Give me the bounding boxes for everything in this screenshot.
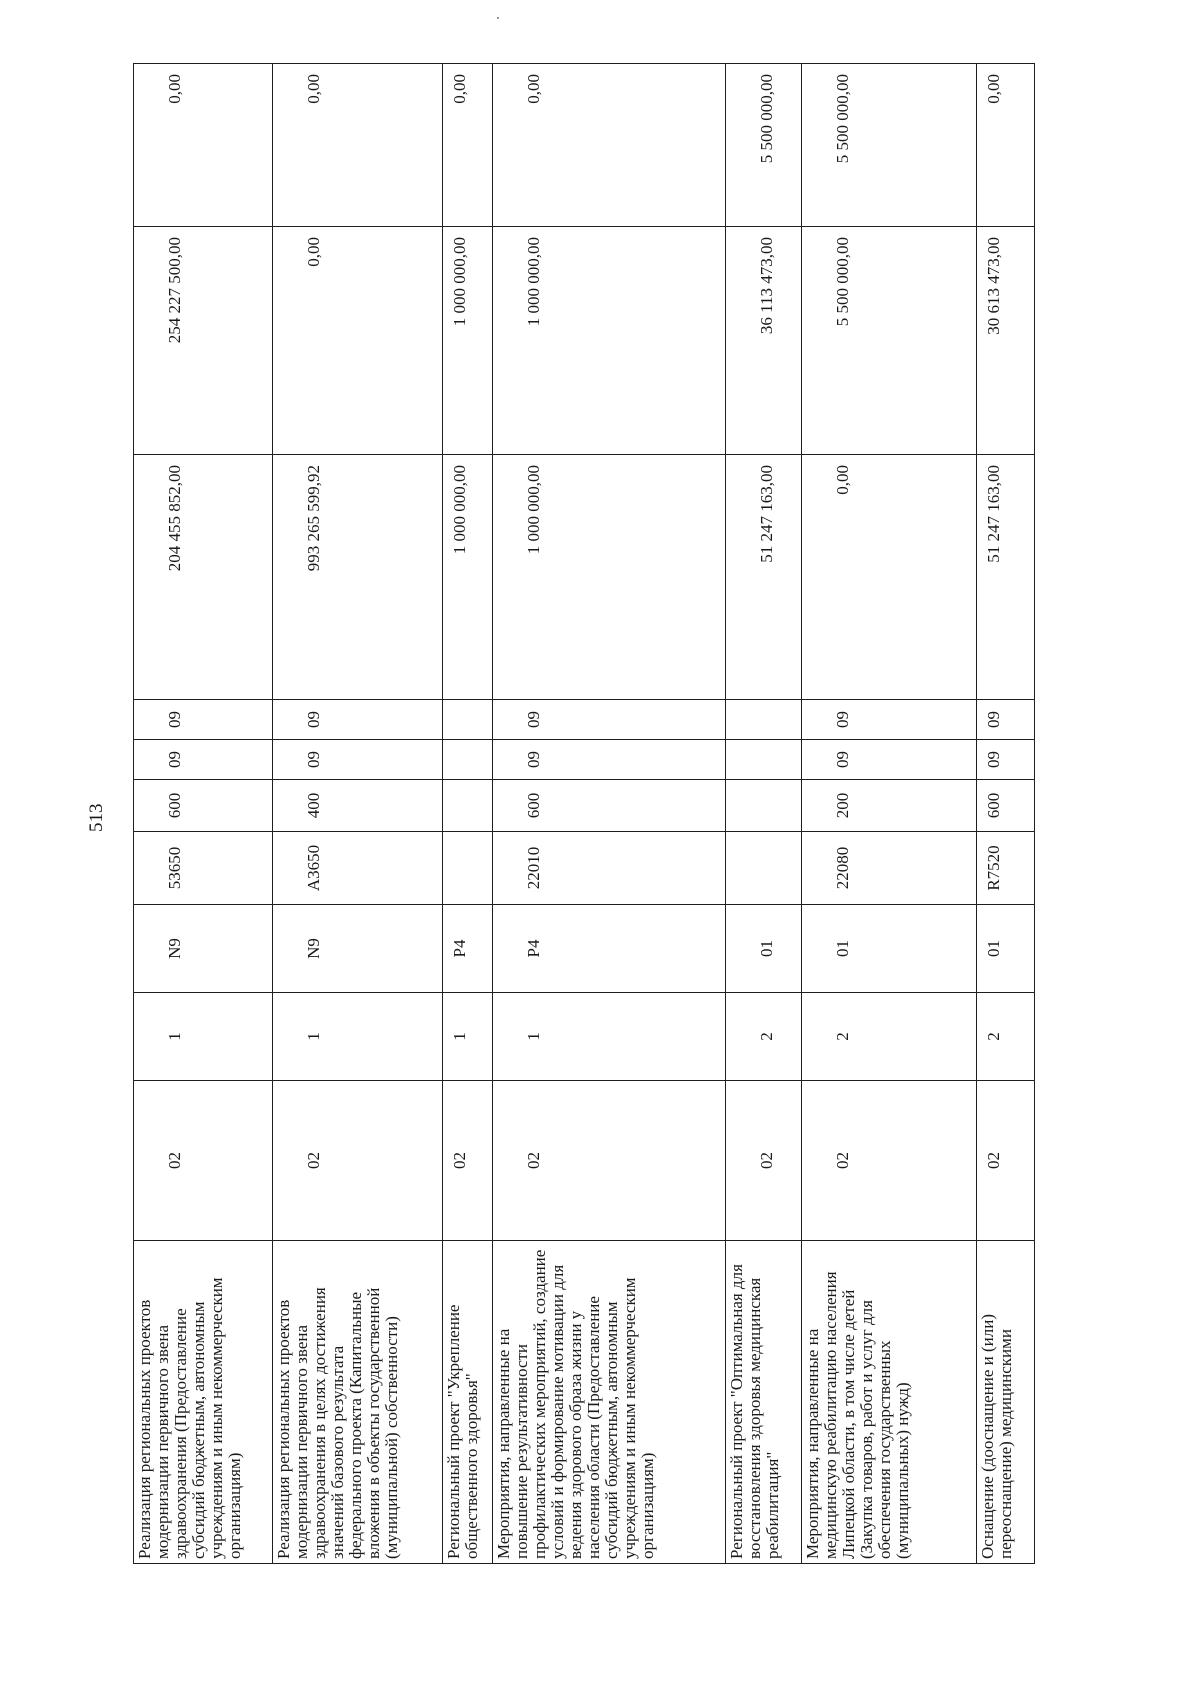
table-row	[977, 64, 1035, 1564]
code-7: 09	[493, 700, 726, 740]
value-2: 1 000 000,00	[493, 227, 726, 455]
code-7	[443, 700, 493, 740]
row-name: Реализация региональных проектов модернизации первичного звена здравоохранения в целях достижения значений базового результата федерального проекта (Капитальные вложения в объекты государственной (муниципальной) собственности)	[273, 1241, 443, 1564]
code-6: 09	[493, 740, 726, 780]
page-number: 513	[86, 803, 107, 832]
code-7: 09	[134, 700, 273, 740]
code-2: 1	[134, 993, 273, 1081]
budget-table-rotated	[133, 64, 1035, 1564]
code-6	[726, 740, 802, 780]
code-1: 02	[977, 1081, 1035, 1241]
value-2: 1 000 000,00	[443, 227, 493, 455]
code-4	[726, 832, 802, 905]
code-1: 02	[802, 1081, 977, 1241]
value-2: 0,00	[273, 227, 443, 455]
value-3: 0,00	[977, 64, 1035, 227]
code-6: 09	[134, 740, 273, 780]
value-1: 0,00	[802, 455, 977, 700]
code-3: 01	[726, 905, 802, 993]
code-7: 09	[802, 700, 977, 740]
code-4	[443, 832, 493, 905]
value-3: 5 500 000,00	[802, 64, 977, 227]
code-5: 600	[493, 780, 726, 832]
value-3: 0,00	[273, 64, 443, 227]
table-row	[493, 64, 726, 1564]
code-4: R7520	[977, 832, 1035, 905]
code-6	[443, 740, 493, 780]
budget-table	[133, 63, 1035, 1564]
code-1: 02	[443, 1081, 493, 1241]
value-2: 36 113 473,00	[726, 227, 802, 455]
code-2: 1	[443, 993, 493, 1081]
code-4: A3650	[273, 832, 443, 905]
value-1: 1 000 000,00	[493, 455, 726, 700]
code-1: 02	[493, 1081, 726, 1241]
code-3: P4	[443, 905, 493, 993]
table-body	[134, 64, 1035, 1564]
table-row	[726, 64, 802, 1564]
row-name: Мероприятия, направленные на повышение результативности профилактических мероприятий, создание условий и формирование мотивации для ведения здорового образа жизни у населения области (Предоставление субсидий бюджетным, автономным учреждениям и иным некоммерческим организациям)	[493, 1241, 726, 1564]
code-2: 2	[977, 993, 1035, 1081]
code-4: 22080	[802, 832, 977, 905]
code-5: 400	[273, 780, 443, 832]
value-3: 0,00	[443, 64, 493, 227]
code-2: 2	[802, 993, 977, 1081]
row-name: Реализация региональных проектов модернизации первичного звена здравоохранения (Предоставление субсидий бюджетным, автономным учреждениям и иным некоммерческим организациям)	[134, 1241, 273, 1564]
row-name: Оснащение (дооснащение и (или) переоснащение) медицинскими	[977, 1241, 1035, 1564]
code-3: 01	[977, 905, 1035, 993]
value-2: 5 500 000,00	[802, 227, 977, 455]
code-6: 09	[977, 740, 1035, 780]
code-5	[726, 780, 802, 832]
value-2: 254 227 500,00	[134, 227, 273, 455]
code-3: P4	[493, 905, 726, 993]
table-row	[134, 64, 273, 1564]
code-5: 200	[802, 780, 977, 832]
code-3: N9	[134, 905, 273, 993]
code-3: 01	[802, 905, 977, 993]
code-1: 02	[134, 1081, 273, 1241]
value-1: 993 265 599,92	[273, 455, 443, 700]
code-7: 09	[977, 700, 1035, 740]
row-name: Региональный проект "Укрепление общественного здоровья"	[443, 1241, 493, 1564]
table-row	[273, 64, 443, 1564]
code-5: 600	[134, 780, 273, 832]
code-5	[443, 780, 493, 832]
code-1: 02	[726, 1081, 802, 1241]
code-2: 1	[273, 993, 443, 1081]
table-row	[443, 64, 493, 1564]
code-3: N9	[273, 905, 443, 993]
code-2: 1	[493, 993, 726, 1081]
code-4: 22010	[493, 832, 726, 905]
value-1: 204 455 852,00	[134, 455, 273, 700]
value-2: 30 613 473,00	[977, 227, 1035, 455]
value-3: 5 500 000,00	[726, 64, 802, 227]
table-row	[802, 64, 977, 1564]
value-1: 51 247 163,00	[977, 455, 1035, 700]
value-3: 0,00	[134, 64, 273, 227]
code-2: 2	[726, 993, 802, 1081]
code-7	[726, 700, 802, 740]
row-name: Региональный проект "Оптимальная для восстановления здоровья медицинская реабилитация"	[726, 1241, 802, 1564]
scan-speck	[497, 17, 499, 19]
value-1: 51 247 163,00	[726, 455, 802, 700]
code-4: 53650	[134, 832, 273, 905]
code-7: 09	[273, 700, 443, 740]
row-name: Мероприятия, направленные на медицинскую реабилитацию населения Липецкой области, в том числе детей (Закупка товаров, работ и услуг для обеспечения государственных (муниципальных) нужд)	[802, 1241, 977, 1564]
value-3: 0,00	[493, 64, 726, 227]
code-5: 600	[977, 780, 1035, 832]
code-6: 09	[273, 740, 443, 780]
code-1: 02	[273, 1081, 443, 1241]
code-6: 09	[802, 740, 977, 780]
value-1: 1 000 000,00	[443, 455, 493, 700]
